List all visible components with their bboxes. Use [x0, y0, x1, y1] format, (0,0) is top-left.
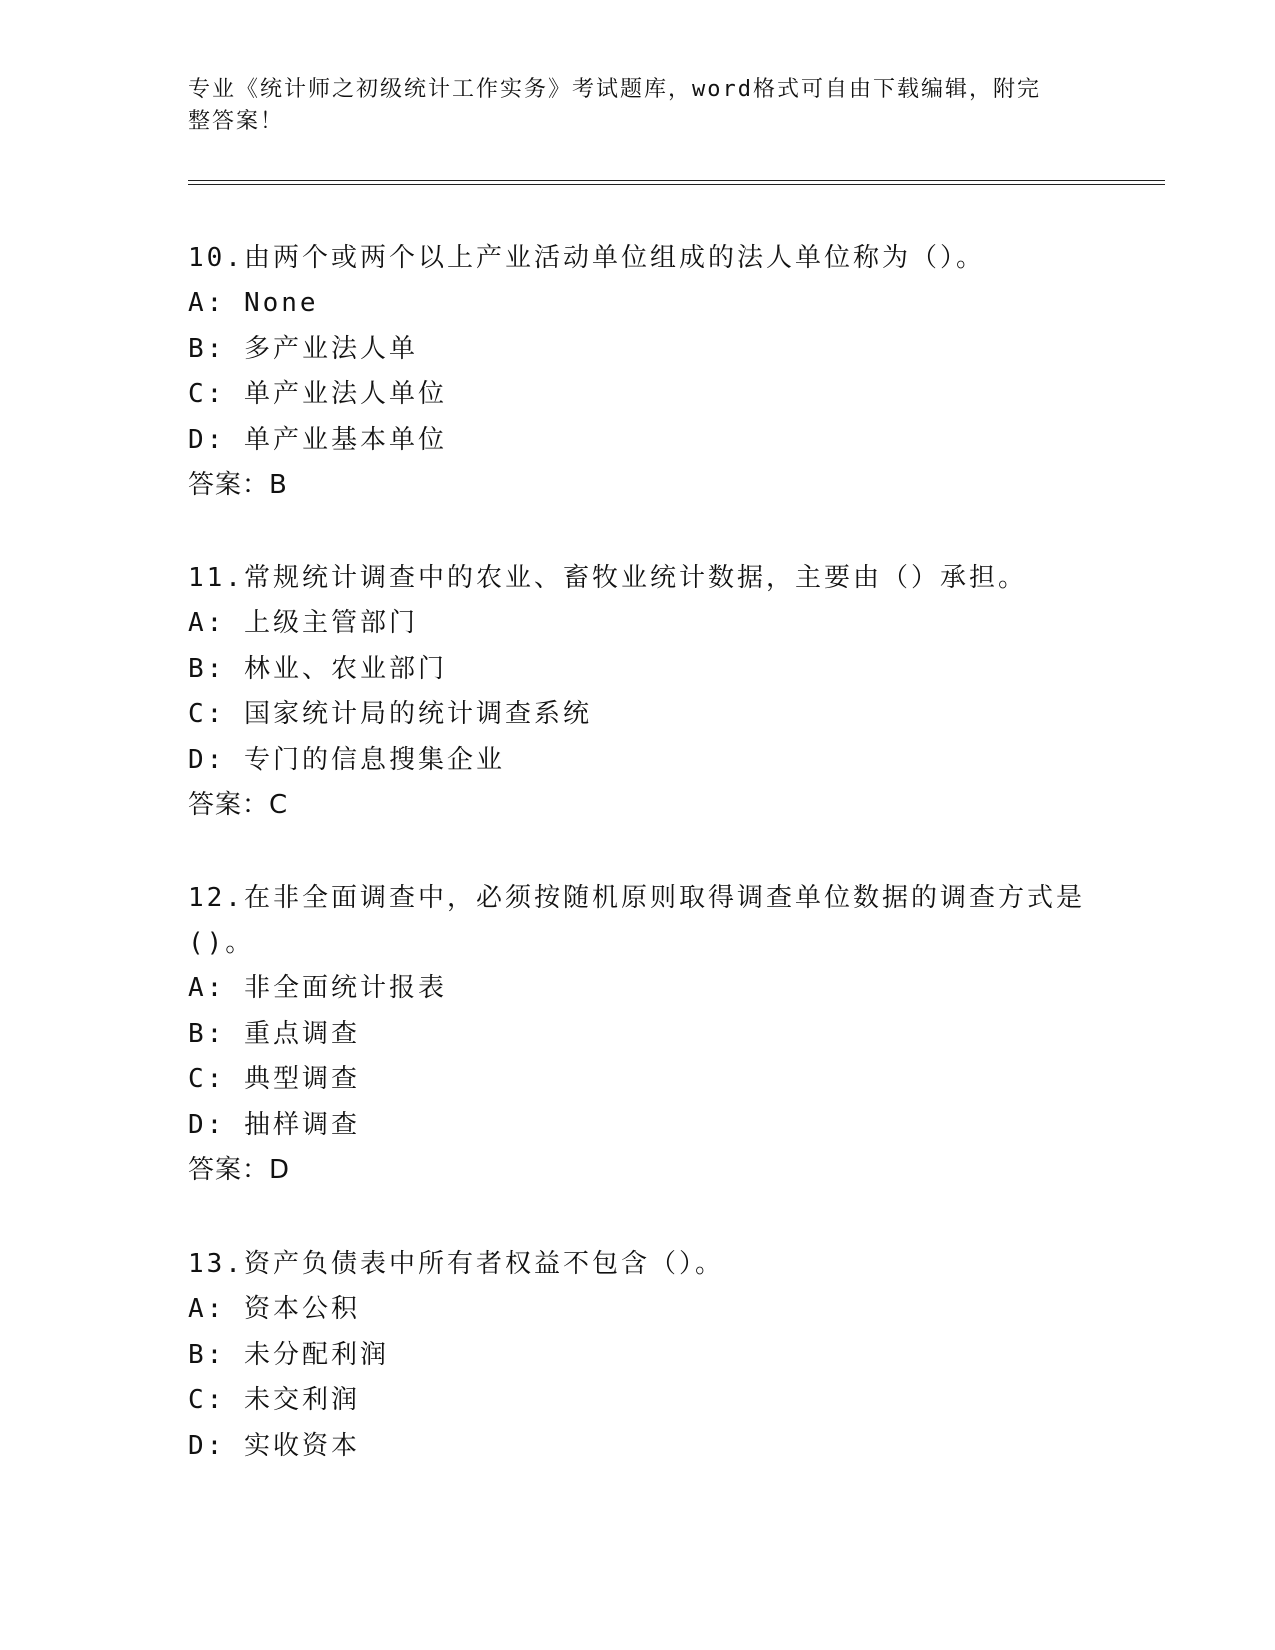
option-b: B: 林业、农业部门	[188, 653, 447, 684]
answer-label: 答案：C	[188, 790, 289, 820]
option-b: B: 多产业法人单	[188, 333, 418, 364]
answer-label: 答案：B	[188, 470, 288, 500]
option-a: A: None	[188, 288, 319, 318]
option-d: D: 抽样调查	[188, 1109, 360, 1140]
option-d: D: 专门的信息搜集企业	[188, 744, 505, 775]
option-c: C: 未交利润	[188, 1385, 360, 1415]
question-stem: 11.常规统计调查中的农业、畜牧业统计数据，主要由（）承担。	[188, 563, 1027, 593]
question-stem-line-1: 12.在非全面调查中，必须按随机原则取得调查单位数据的调查方式是	[188, 883, 1085, 913]
header-divider-bottom	[188, 184, 1165, 185]
answer-label: 答案：D	[188, 1155, 291, 1185]
header-divider-top	[188, 180, 1165, 181]
option-b: B: 未分配利润	[188, 1339, 389, 1370]
option-c: C: 单产业法人单位	[188, 379, 447, 409]
option-a: A: 非全面统计报表	[188, 973, 447, 1003]
option-a: A: 资本公积	[188, 1294, 360, 1324]
document-header	[188, 74, 1088, 138]
question-stem-line-2: ()。	[188, 928, 255, 958]
question-13	[188, 1242, 1088, 1469]
question-stem: 13.资产负债表中所有者权益不包含（）。	[188, 1249, 724, 1279]
question-stem: 10.由两个或两个以上产业活动单位组成的法人单位称为（）。	[188, 243, 985, 273]
option-d: D: 实收资本	[188, 1430, 360, 1461]
option-c: C: 典型调查	[188, 1064, 360, 1094]
option-c: C: 国家统计局的统计调查系统	[188, 699, 592, 729]
option-b: B: 重点调查	[188, 1018, 360, 1049]
option-d: D: 单产业基本单位	[188, 424, 447, 455]
option-a: A: 上级主管部门	[188, 608, 418, 638]
question-12	[188, 876, 1088, 1193]
question-11	[188, 556, 1088, 828]
header-line-2: 整答案！	[188, 109, 285, 134]
header-line-1: 专业《统计师之初级统计工作实务》考试题库，word格式可自由下载编辑，附完	[188, 77, 1041, 102]
question-10	[188, 236, 1088, 508]
